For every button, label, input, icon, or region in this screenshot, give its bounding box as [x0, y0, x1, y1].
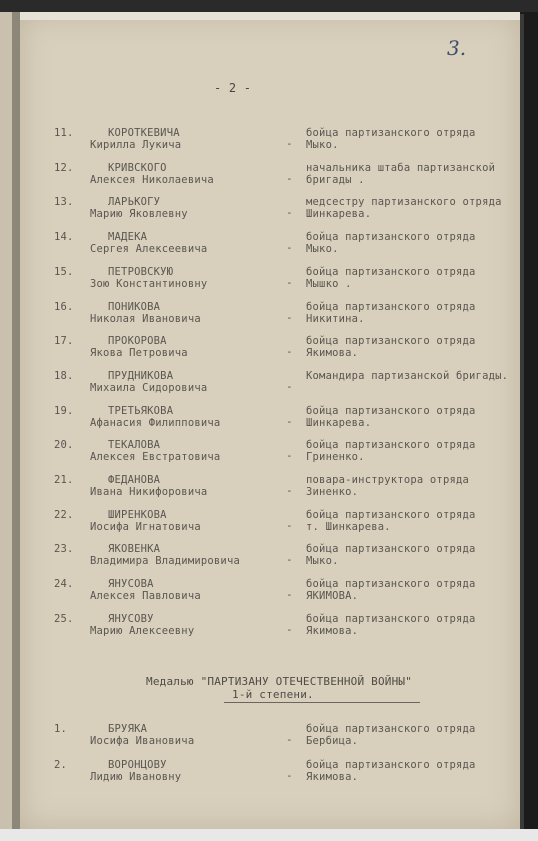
entry-number: 2. — [54, 759, 68, 771]
entry-dash: - — [286, 733, 293, 746]
entry-surname: КРИВСКОГО — [108, 161, 167, 174]
entry-role-unit: Мыко. — [306, 243, 339, 256]
entry-dash: - — [286, 588, 293, 602]
entry-role-unit: Мышко . — [306, 277, 352, 290]
entry-role: бойца партизанского отряда — [306, 612, 476, 625]
entry-role-unit: Шинкарева. — [306, 416, 372, 429]
entry-surname: ЯКОВЕНКА — [108, 543, 161, 556]
entry-role-unit: Никитина. — [306, 312, 365, 325]
entry-dash: - — [286, 553, 293, 567]
entry-number: 15. — [54, 265, 74, 278]
entry-dash: - — [286, 518, 293, 532]
entry-given-name: Иосифа Ивановича — [90, 735, 195, 747]
entry-given-name: Иосифа Игнатовича — [90, 520, 201, 533]
entry-dash: - — [286, 622, 293, 636]
entry-role-unit: Гриненко. — [306, 451, 365, 464]
page-number: - 2 - — [214, 81, 252, 95]
entry-role-unit: Мыко. — [306, 139, 339, 151]
entry-number: 18. — [54, 369, 74, 382]
entry-role: медсестру партизанского отряда — [306, 196, 502, 209]
entry-surname: ПЕТРОВСКУЮ — [108, 265, 174, 278]
entry-surname: ФЕДАНОВА — [108, 474, 161, 486]
entry-number: 11. — [54, 127, 74, 139]
entry-role: бойца партизанского отряда — [306, 335, 476, 348]
entry-dash: - — [286, 769, 293, 782]
entry-surname: ШИРЕНКОВА — [108, 508, 167, 521]
entry-role: повара-инструктора отряда — [306, 474, 470, 486]
entry-given-name: Якова Петровича — [90, 347, 188, 360]
heading-underline — [224, 702, 420, 703]
entry-given-name: Ивана Никифоровича — [90, 486, 208, 498]
entry-role-unit: Мыко. — [306, 555, 339, 568]
entry-given-name: Алексея Евстратовича — [90, 451, 221, 464]
entry-given-name: Владимира Владимировича — [90, 555, 240, 568]
entry-surname: БРУЯКА — [108, 723, 148, 735]
entry-role: бойца партизанского отряда — [306, 300, 476, 313]
entry-role: бойца партизанского отряда — [306, 723, 476, 735]
entry-number: 13. — [54, 196, 74, 209]
entry-number: 1. — [54, 723, 68, 735]
scan-top-frame — [0, 0, 538, 12]
page-binding-edge — [12, 12, 20, 832]
entry-surname: ТЕКАЛОВА — [108, 439, 161, 452]
entry-number: 21. — [54, 474, 74, 486]
entry-surname: ПРУДНИКОВА — [108, 369, 174, 382]
entry-role: бойца партизанского отряда — [306, 439, 476, 452]
entry-role-unit: т. Шинкарева. — [306, 520, 391, 533]
entry-dash: - — [286, 241, 293, 255]
entry-number: 14. — [54, 231, 74, 244]
entry-dash: - — [286, 137, 293, 150]
entry-role: бойца партизанского отряда — [306, 127, 476, 139]
entry-surname: ПОНИКОВА — [108, 300, 161, 313]
entry-given-name: Алексея Николаевича — [90, 173, 214, 186]
entry-role-unit: ЯКИМОВА. — [306, 590, 359, 603]
entry-role: начальника штаба партизанской — [306, 161, 496, 174]
entry-surname: ЯНУСОВУ — [108, 612, 154, 625]
entry-role: бойца партизанского отряда — [306, 508, 476, 521]
entry-given-name: Сергея Алексеевича — [90, 243, 208, 256]
entry-role: бойца партизанского отряда — [306, 404, 476, 417]
entry-role: бойца партизанского отряда — [306, 543, 476, 556]
entry-dash: - — [286, 275, 293, 289]
entry-dash: - — [286, 449, 293, 463]
entry-dash: - — [286, 414, 293, 428]
page-top-band — [20, 12, 520, 20]
entry-number: 12. — [54, 161, 74, 174]
entry-role-unit: Якимова. — [306, 771, 359, 783]
entry-given-name: Михаила Сидоровича — [90, 381, 208, 394]
scan-bottom-frame — [0, 829, 538, 841]
entry-given-name: Николая Ивановича — [90, 312, 201, 325]
entry-role: бойца партизанского отряда — [306, 231, 476, 244]
entry-surname: ВОРОНЦОВУ — [108, 759, 167, 771]
entry-role: бойца партизанского отряда — [306, 265, 476, 278]
entry-given-name: Алексея Павловича — [90, 590, 201, 603]
entry-given-name: Лидию Ивановну — [90, 771, 182, 783]
award-heading: Медалью "ПАРТИЗАНУ ОТЕЧЕСТВЕННОЙ ВОЙНЫ" — [146, 675, 413, 688]
entry-surname: КОРОТКЕВИЧА — [108, 127, 180, 139]
entry-surname: ЯНУСОВА — [108, 578, 154, 591]
entry-role-unit: Зиненко. — [306, 486, 359, 498]
entry-dash: - — [286, 379, 293, 393]
entry-dash: - — [286, 345, 293, 359]
entry-role-unit: Шинкарева. — [306, 208, 372, 221]
entry-given-name: Зою Константиновну — [90, 277, 208, 290]
entry-dash: - — [286, 206, 293, 220]
entry-role: бойца партизанского отряда — [306, 759, 476, 771]
entry-number: 17. — [54, 335, 74, 348]
entry-role: бойца партизанского отряда — [306, 578, 476, 591]
entry-role-unit: бригады . — [306, 173, 365, 186]
handwritten-page-number: 3. — [447, 36, 467, 60]
entry-given-name: Марию Алексеевну — [90, 624, 195, 637]
entry-number: 24. — [54, 578, 74, 591]
entry-dash: - — [286, 171, 293, 185]
entry-number: 23. — [54, 543, 74, 556]
entry-surname: ТРЕТЬЯКОВА — [108, 404, 174, 417]
adjacent-page-strip — [0, 12, 12, 832]
entry-number: 20. — [54, 439, 74, 452]
award-heading-degree: 1-й степени. — [232, 688, 314, 701]
entry-surname: ЛАРЬКОГУ — [108, 196, 161, 209]
entry-dash: - — [286, 310, 293, 324]
entry-given-name: Марию Яковлевну — [90, 208, 188, 221]
entry-number: 25. — [54, 612, 74, 625]
entry-given-name: Афанасия Филипповича — [90, 416, 221, 429]
entry-number: 16. — [54, 300, 74, 313]
entry-role-unit: Якимова. — [306, 347, 359, 360]
entry-number: 22. — [54, 508, 74, 521]
entry-role-unit: Бербица. — [306, 735, 359, 747]
entry-given-name: Кирилла Лукича — [90, 139, 182, 151]
entry-number: 19. — [54, 404, 74, 417]
entry-surname: ПРОКОРОВА — [108, 335, 167, 348]
entry-role-unit: Якимова. — [306, 624, 359, 637]
entry-role: Командира партизанской бригады. — [306, 369, 509, 382]
entry-dash: - — [286, 484, 293, 497]
entry-surname: МАДЕКА — [108, 231, 148, 244]
